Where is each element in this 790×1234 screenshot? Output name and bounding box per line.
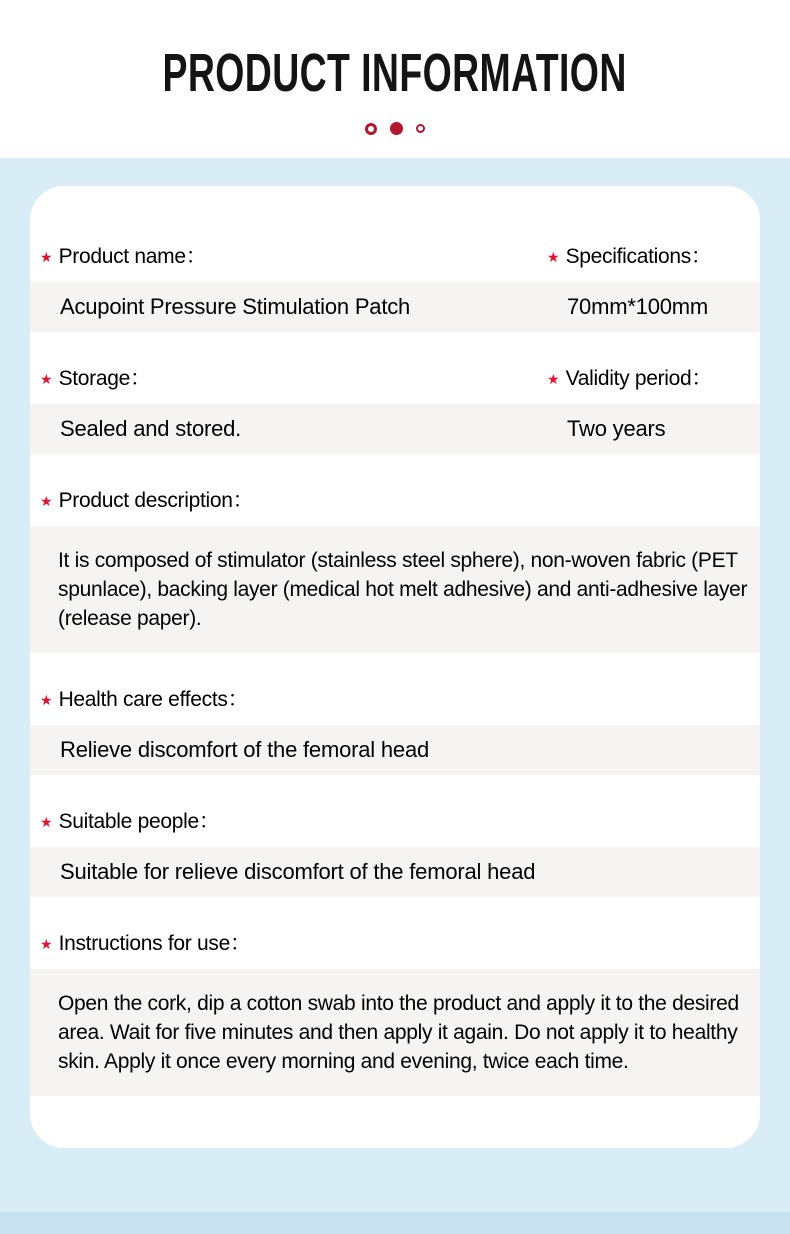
- star-icon: ★: [40, 692, 53, 708]
- specifications-value: 70mm*100mm: [567, 294, 709, 319]
- star-icon: ★: [40, 936, 53, 952]
- field-label-product-name: [40, 244, 547, 270]
- star-icon: ★: [40, 814, 53, 830]
- label-row-suitable-people: [30, 775, 760, 847]
- field-value-validity-period: [547, 416, 752, 442]
- validity-period-value: Two years: [567, 416, 666, 441]
- dot-solid-icon: [390, 122, 403, 135]
- page-header: [0, 0, 790, 158]
- label-row-health-care-effects: [30, 653, 760, 725]
- values-row-storage-validity: [30, 404, 760, 454]
- instructions-for-use-value: Open the cork, dip a cotton swab into the product and apply it to the desired area. Wait for five minutes and then apply it again. Do not apply it to healthy skin. Apply it once every morning and evening, twice each time.: [58, 992, 739, 1073]
- value-row-instructions-for-use: [30, 969, 760, 1096]
- field-label-validity-period: [547, 366, 752, 392]
- health-care-effects-value: Relieve discomfort of the femoral head: [60, 737, 430, 762]
- label-row-product-description: [30, 454, 760, 526]
- suitable-people-value: Suitable for relieve discomfort of the femoral head: [60, 859, 536, 884]
- value-row-product-description: [30, 526, 760, 653]
- validity-period-label: Validity period：: [565, 367, 713, 390]
- labels-row-product-name-specifications: [30, 210, 760, 282]
- product-description-label: Product description：: [58, 489, 254, 512]
- health-care-effects-label: Health care effects：: [58, 688, 249, 711]
- decorative-dots: [0, 122, 790, 135]
- values-row-product-name-specifications: [30, 282, 760, 332]
- field-label-specifications: [547, 244, 752, 270]
- field-label-suitable-people: [40, 809, 547, 835]
- dot-ring-small-icon: [416, 124, 425, 133]
- field-label-health-care-effects: [40, 687, 547, 713]
- labels-row-storage-validity: [30, 332, 760, 404]
- value-row-suitable-people: [30, 847, 760, 897]
- field-label-product-description: [40, 488, 547, 514]
- footer-strip: [0, 1212, 790, 1234]
- storage-value: Sealed and stored.: [60, 416, 242, 441]
- star-icon: ★: [40, 371, 53, 387]
- star-icon: ★: [40, 249, 53, 265]
- field-value-storage: [40, 416, 547, 442]
- star-icon: ★: [547, 371, 560, 387]
- product-description-value: It is composed of stimulator (stainless steel sphere), non-woven fabric (PET spunlace), backing layer (medical hot melt adhesive) and anti-adhesive layer (release paper).: [58, 549, 748, 630]
- content-background: [0, 158, 790, 1212]
- field-value-specifications: [547, 294, 752, 320]
- instructions-for-use-label: Instructions for use：: [58, 932, 251, 955]
- field-label-instructions-for-use: [40, 931, 547, 957]
- product-name-label: Product name：: [58, 245, 207, 268]
- field-label-storage: [40, 366, 547, 392]
- value-row-health-care-effects: [30, 725, 760, 775]
- star-icon: ★: [547, 249, 560, 265]
- suitable-people-label: Suitable people：: [58, 810, 220, 833]
- product-info-card: [30, 186, 760, 1148]
- label-row-instructions-for-use: [30, 897, 760, 969]
- storage-label: Storage：: [58, 367, 151, 390]
- page-title: PRODUCT INFORMATION: [162, 43, 628, 104]
- specifications-label: Specifications：: [565, 245, 712, 268]
- product-name-value: Acupoint Pressure Stimulation Patch: [60, 294, 411, 319]
- dot-ring-icon: [365, 123, 377, 135]
- field-value-product-name: [40, 294, 547, 320]
- star-icon: ★: [40, 493, 53, 509]
